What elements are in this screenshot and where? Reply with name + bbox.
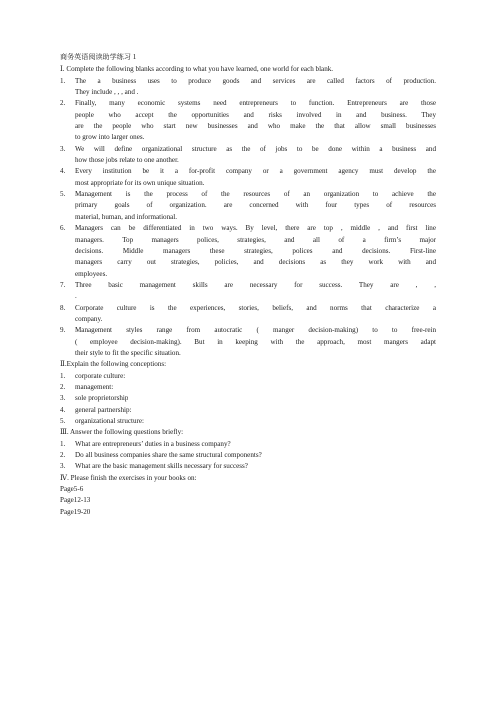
fill-blank-item-7: 7. Three basic management skills are necessary for success. They are , , . bbox=[60, 280, 436, 301]
concept-item: 1. corporate culture: bbox=[60, 371, 126, 380]
sheet-title: 商务英语阅读助学练习 1 bbox=[60, 53, 137, 61]
concept-item: 4. general partnership: bbox=[60, 405, 132, 414]
concept-item: 2. management: bbox=[60, 382, 114, 391]
fill-blank-item-6: 6. Managers can be differentiated in two ways. By level, there are top , middle , and first line managers. Top managers polices, strategies, and all of a firm’s major decisions. Middle managers these strategies, polices and decisions. First-line managers carry out strategies, policies, and decisions as they work with and employees. bbox=[60, 224, 436, 278]
section-4-heading: Ⅳ. Please finish the exercises in your books on: bbox=[60, 473, 197, 482]
question-item: 1. What are entrepreneurs’ duties in a business company? bbox=[60, 439, 231, 448]
question-item: 2. Do all business companies share the same structural components? bbox=[60, 451, 262, 460]
fill-blank-item-1: 1. The a business uses to produce goods and services are called factors of production. They include , , , and . bbox=[60, 76, 436, 97]
question-item: 3. What are the basic management skills necessary for success? bbox=[60, 462, 248, 471]
exercise-sheet bbox=[60, 52, 436, 518]
section-3-list bbox=[60, 439, 436, 473]
fill-blank-item-5: 5. Management is the process of the resources of an organization to achieve the primary goals of organization. are concerned with four types of resources material, human, and informational. bbox=[60, 190, 436, 221]
page-reference: Page12-13 bbox=[60, 496, 91, 505]
fill-blank-item-3: 3. We will define organizational structure as the of jobs to be done within a business and how those jobs relate to one another. bbox=[60, 144, 436, 165]
page-reference-list bbox=[60, 484, 436, 518]
fill-blank-item-2: 2. Finally, many economic systems need entrepreneurs to function. Entrepreneurs are those people who accept the opportunities and risks involved in and business. They are the people who start new businesses and who make the that allow small businesses to grow into larger ones. bbox=[60, 99, 436, 142]
fill-blank-item-9: 9. Management styles range from autocratic ( manger decision-making) to to free-rein ( employee decision-making). But in keeping with the approach, most mangers adapt their style to fit the specific situation. bbox=[60, 326, 436, 357]
section-1-heading: Ⅰ. Complete the following blanks according to what you have learned, one world for each blank. bbox=[60, 65, 334, 74]
section-1-list bbox=[60, 76, 436, 360]
concept-item: 5. organizational structure: bbox=[60, 417, 145, 425]
section-3-heading: Ⅲ. Answer the following questions briefly: bbox=[60, 428, 184, 437]
page-reference: Page19-20 bbox=[60, 507, 91, 516]
section-2-list bbox=[60, 371, 436, 428]
section-2-heading: Ⅱ.Explain the following conceptions: bbox=[60, 360, 167, 369]
fill-blank-item-8: 8. Corporate culture is the experiences, stories, beliefs, and norms that characterize a company. bbox=[60, 303, 436, 323]
concept-item: 3. sole proprietorship bbox=[60, 394, 129, 403]
fill-blank-item-4: 4. Every institution be it a for-profit company or a government agency must develop the most appropriate for its own unique situation. bbox=[60, 167, 436, 187]
page-reference: Page5-6 bbox=[60, 485, 84, 494]
